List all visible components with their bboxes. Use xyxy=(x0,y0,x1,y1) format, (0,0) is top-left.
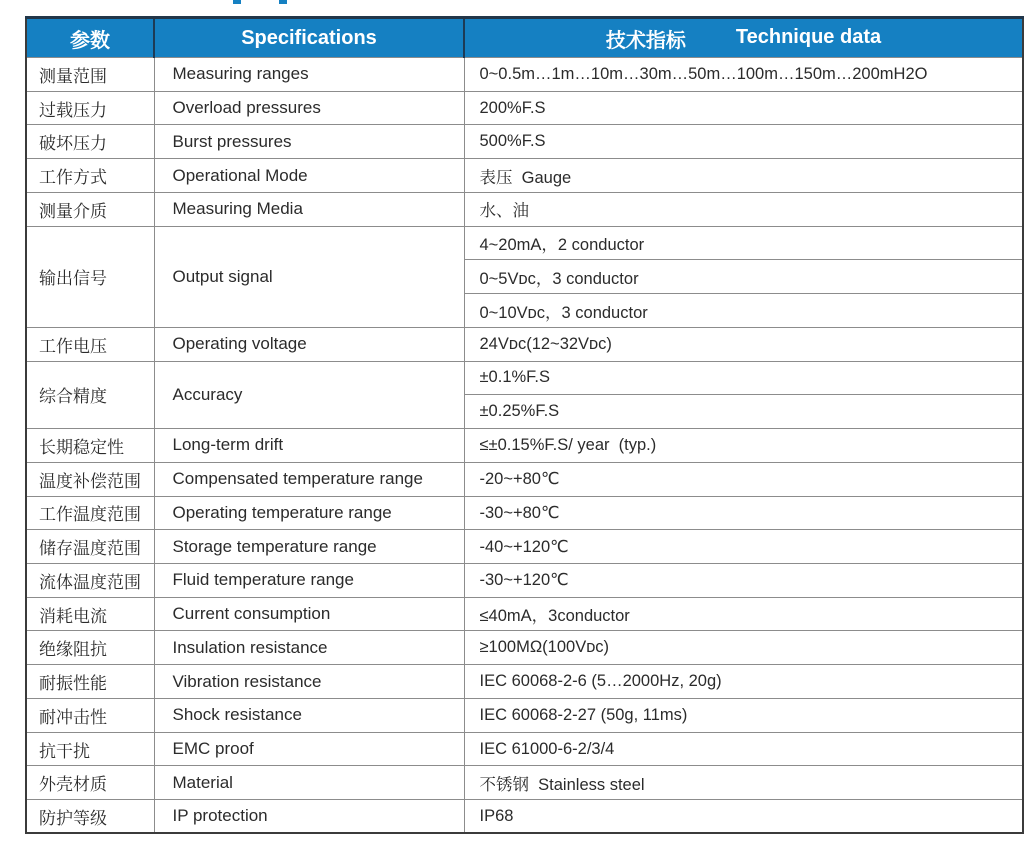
param-cell: 储存温度范围 xyxy=(26,530,154,564)
table-row xyxy=(26,631,1023,665)
header-specifications: Specifications xyxy=(154,18,464,58)
spec-cell: Long-term drift xyxy=(154,429,464,463)
value-cell: IEC 60068-2-6 (5…2000Hz, 20g) xyxy=(464,665,1023,699)
value-cell: 500%F.S xyxy=(464,125,1023,159)
table-row xyxy=(26,192,1023,226)
value-cell: IEC 60068-2-27 (50g, 11ms) xyxy=(464,698,1023,732)
clipped-title-fragment xyxy=(279,0,287,4)
value-cell: ±0.1%F.S xyxy=(464,361,1023,395)
table-row xyxy=(26,429,1023,463)
value-cell: 0~10Vᴅᴄ，3 conductor xyxy=(464,294,1023,328)
value-cell: 200%F.S xyxy=(464,91,1023,125)
spec-cell: Measuring Media xyxy=(154,192,464,226)
param-cell: 过载压力 xyxy=(26,91,154,125)
table-row xyxy=(26,766,1023,800)
value-cell: ±0.25%F.S xyxy=(464,395,1023,429)
table-row xyxy=(26,530,1023,564)
table-row xyxy=(26,125,1023,159)
table-row xyxy=(26,732,1023,766)
param-cell: 温度补偿范围 xyxy=(26,462,154,496)
value-cell: 表压 Gauge xyxy=(464,159,1023,193)
value-cell: 不锈钢 Stainless steel xyxy=(464,766,1023,800)
param-cell: 工作温度范围 xyxy=(26,496,154,530)
spec-cell: Overload pressures xyxy=(154,91,464,125)
spec-cell: Output signal xyxy=(154,226,464,327)
header-param: 参数 xyxy=(26,18,154,58)
spec-cell: Material xyxy=(154,766,464,800)
value-cell: ≤±0.15%F.S/ year (typ.) xyxy=(464,429,1023,463)
table-row xyxy=(26,665,1023,699)
spec-table-container xyxy=(25,16,1022,834)
param-cell: 工作电压 xyxy=(26,327,154,361)
table-row xyxy=(26,361,1023,395)
table-row xyxy=(26,564,1023,598)
value-cell: 24Vᴅᴄ(12~32Vᴅᴄ) xyxy=(464,327,1023,361)
value-cell: 0~5Vᴅᴄ，3 conductor xyxy=(464,260,1023,294)
spec-cell: Fluid temperature range xyxy=(154,564,464,598)
param-cell: 耐冲击性 xyxy=(26,698,154,732)
spec-cell: Operating temperature range xyxy=(154,496,464,530)
param-cell: 消耗电流 xyxy=(26,597,154,631)
table-row xyxy=(26,226,1023,260)
param-cell: 输出信号 xyxy=(26,226,154,327)
spec-cell: Operational Mode xyxy=(154,159,464,193)
spec-cell: Current consumption xyxy=(154,597,464,631)
spec-cell: Storage temperature range xyxy=(154,530,464,564)
spec-cell: Accuracy xyxy=(154,361,464,428)
table-row xyxy=(26,496,1023,530)
value-cell: ≤40mA，3conductor xyxy=(464,597,1023,631)
value-cell: IP68 xyxy=(464,800,1023,834)
param-cell: 测量范围 xyxy=(26,58,154,92)
param-cell: 耐振性能 xyxy=(26,665,154,699)
table-row xyxy=(26,327,1023,361)
param-cell: 长期稳定性 xyxy=(26,429,154,463)
header-technique-en: Technique data xyxy=(735,25,882,48)
param-cell: 流体温度范围 xyxy=(26,564,154,598)
value-cell: ≥100MΩ(100Vᴅᴄ) xyxy=(464,631,1023,665)
value-cell: -30~+80℃ xyxy=(464,496,1023,530)
table-row xyxy=(26,800,1023,834)
spec-cell: Compensated temperature range xyxy=(154,462,464,496)
table-row xyxy=(26,159,1023,193)
spec-table xyxy=(25,16,1024,834)
spec-cell: Insulation resistance xyxy=(154,631,464,665)
table-row xyxy=(26,597,1023,631)
table-row xyxy=(26,91,1023,125)
value-cell: -40~+120℃ xyxy=(464,530,1023,564)
spec-cell: Shock resistance xyxy=(154,698,464,732)
param-cell: 工作方式 xyxy=(26,159,154,193)
value-cell: IEC 61000-6-2/3/4 xyxy=(464,732,1023,766)
spec-cell: IP protection xyxy=(154,800,464,834)
spec-cell: Measuring ranges xyxy=(154,58,464,92)
table-row xyxy=(26,58,1023,92)
table-row xyxy=(26,462,1023,496)
spec-cell: Operating voltage xyxy=(154,327,464,361)
spec-cell: Vibration resistance xyxy=(154,665,464,699)
param-cell: 绝缘阻抗 xyxy=(26,631,154,665)
param-cell: 防护等级 xyxy=(26,800,154,834)
clipped-title-fragment xyxy=(233,0,241,4)
param-cell: 测量介质 xyxy=(26,192,154,226)
param-cell: 抗干扰 xyxy=(26,732,154,766)
param-cell: 综合精度 xyxy=(26,361,154,428)
value-cell: 水、油 xyxy=(464,192,1023,226)
value-cell: -30~+120℃ xyxy=(464,564,1023,598)
param-cell: 破坏压力 xyxy=(26,125,154,159)
table-row xyxy=(26,698,1023,732)
table-header-row xyxy=(26,18,1023,58)
value-cell: -20~+80℃ xyxy=(464,462,1023,496)
spec-cell: EMC proof xyxy=(154,732,464,766)
header-technique-zh: 技术指标 xyxy=(605,29,686,52)
header-technique-data xyxy=(464,18,1023,58)
value-cell: 4~20mA，2 conductor xyxy=(464,226,1023,260)
value-cell: 0~0.5m…1m…10m…30m…50m…100m…150m…200mH2O xyxy=(464,58,1023,92)
spec-cell: Burst pressures xyxy=(154,125,464,159)
param-cell: 外壳材质 xyxy=(26,766,154,800)
